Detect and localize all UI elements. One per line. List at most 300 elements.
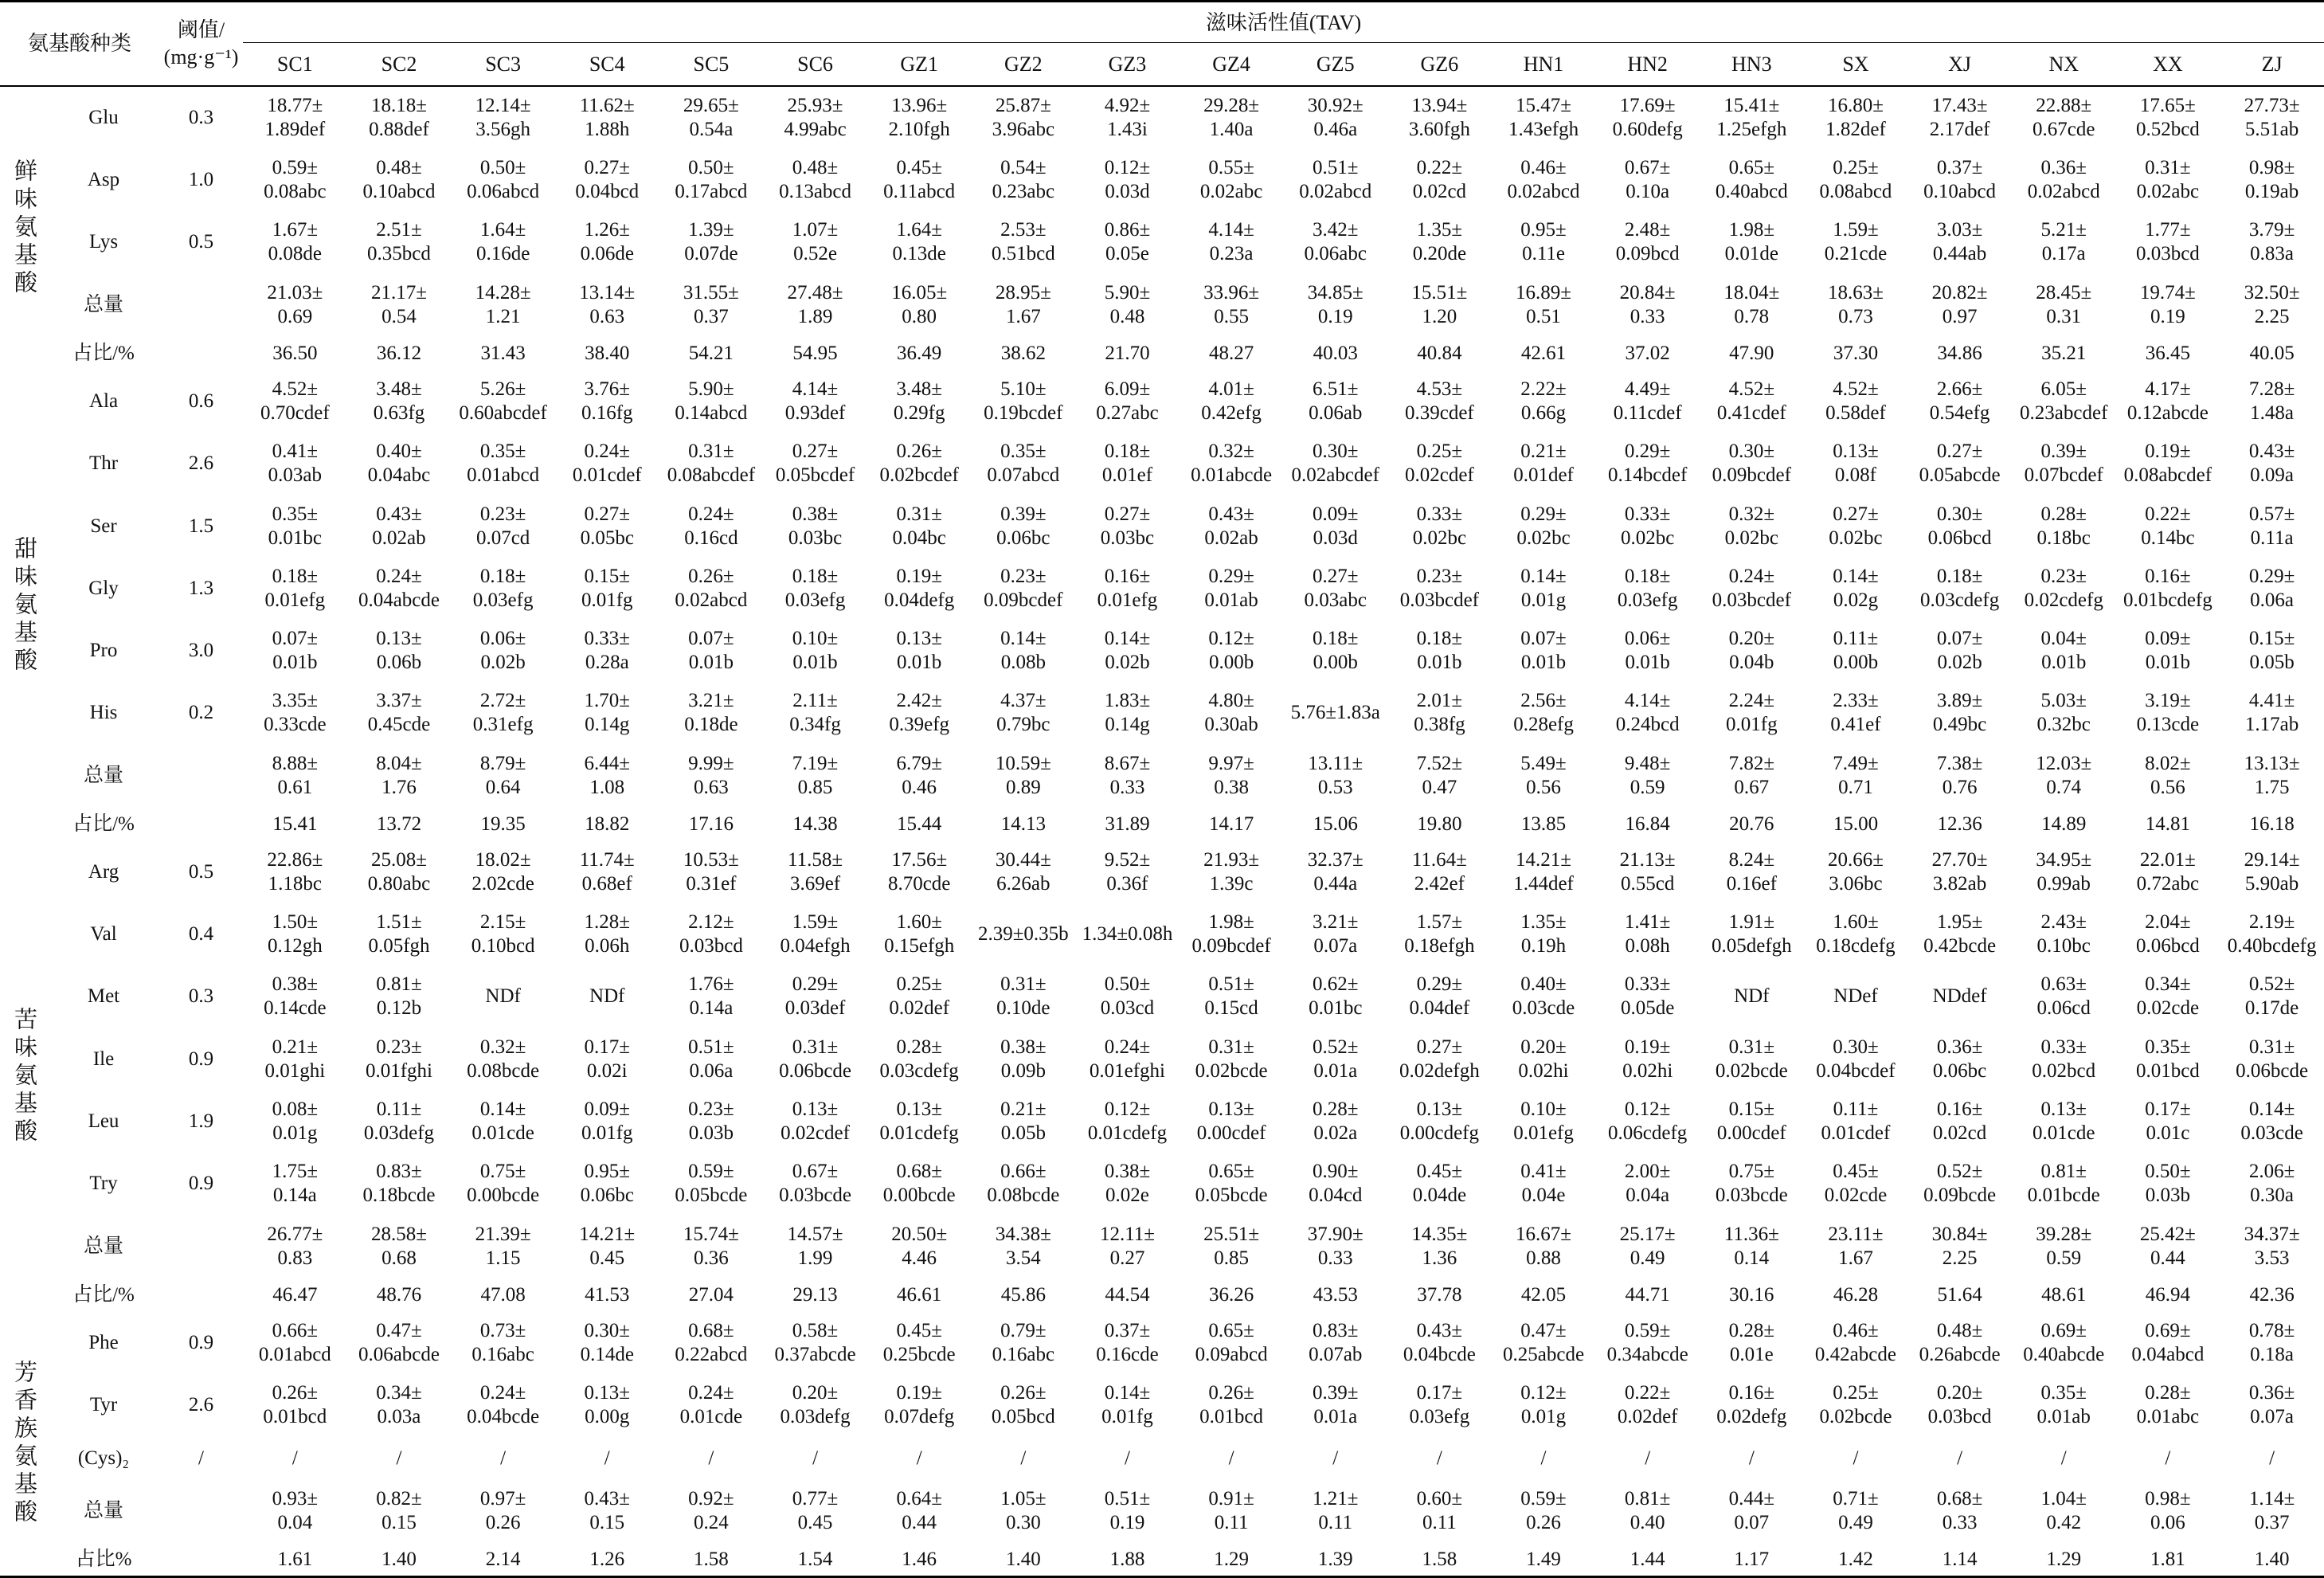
tav-value: 0.31± 0.08abcdef — [667, 441, 756, 487]
tav-value: 0.30± 0.14de — [580, 1319, 634, 1365]
tav-cell — [1283, 370, 1387, 433]
tav-value: 16.05± 0.80 — [891, 281, 948, 327]
tav-cell — [2220, 1215, 2324, 1277]
tav-cell — [659, 965, 764, 1028]
tav-cell — [1283, 1091, 1387, 1153]
tav-cell — [1283, 211, 1387, 273]
tav-cell — [347, 745, 452, 807]
tav-cell — [2012, 274, 2116, 336]
tav-cell — [1595, 558, 1700, 620]
tav-value: / — [708, 1447, 714, 1469]
tav-value: 0.60± 0.11 — [1416, 1488, 1463, 1534]
sample-header: SC2 — [347, 43, 452, 86]
tav-value: 14.21± 1.44def — [1513, 848, 1574, 895]
tav-cell — [1180, 1480, 1284, 1542]
tav-value: 2.53± 0.51bcd — [991, 219, 1055, 265]
tav-value: 0.59± 0.26 — [1520, 1488, 1567, 1534]
tav-value: 0.25± 0.02cdef — [1404, 441, 1474, 487]
tav-cell — [1804, 903, 1908, 965]
tav-cell — [2116, 903, 2220, 965]
tav-value: / — [1540, 1447, 1547, 1469]
threshold-cell: 0.9 — [188, 1047, 214, 1070]
tav-value: 0.17± 0.01c — [2145, 1098, 2191, 1144]
tav-cell — [451, 1028, 555, 1091]
tav-cell — [1700, 682, 1804, 744]
tav-value: 3.37± 0.45cde — [367, 690, 431, 736]
tav-cell — [1804, 1312, 1908, 1374]
tav-value: 0.27± 0.02defgh — [1399, 1036, 1480, 1082]
tav-value: 0.23± 0.07cd — [475, 503, 530, 549]
tav-cell — [972, 1215, 1076, 1277]
tav-value: 1.28± 0.06h — [584, 911, 630, 957]
tav-value: 0.47± 0.06abcde — [358, 1319, 440, 1365]
tav-value: 1.21± 0.11 — [1313, 1488, 1359, 1534]
tav-value: 13.14± 0.63 — [579, 281, 636, 327]
tav-cell — [1492, 1312, 1596, 1374]
tav-cell — [972, 1028, 1076, 1091]
tav-cell — [243, 620, 347, 682]
tav-cell — [347, 1312, 452, 1374]
tav-value: 0.23± 0.02cdefg — [2024, 565, 2103, 611]
tav-value: 21.17± 0.54 — [370, 281, 427, 327]
tav-value: 1.75± 0.14a — [272, 1161, 319, 1207]
tav-value: 0.52± 0.17de — [2244, 973, 2299, 1020]
tav-value: 0.51± 0.19 — [1104, 1488, 1151, 1534]
tav-value: 0.30± 0.04bcdef — [1816, 1036, 1896, 1082]
tav-value: 1.64± 0.16de — [475, 219, 530, 265]
tav-value: NDef — [1833, 985, 1878, 1008]
tav-value: 27.70± 3.82ab — [1931, 848, 1988, 895]
tav-cell — [1180, 841, 1284, 903]
percentage-value: 1.81 — [2150, 1548, 2185, 1570]
threshold-cell: 0.3 — [188, 106, 214, 128]
tav-value: 9.48± 0.59 — [1624, 752, 1671, 798]
tav-value: 0.65± 0.09abcd — [1195, 1319, 1268, 1365]
tav-cell — [1700, 1312, 1804, 1374]
tav-cell — [347, 370, 452, 433]
tav-cell — [867, 1374, 972, 1436]
tav-value: 31.55± 0.37 — [683, 281, 739, 327]
tav-cell — [972, 86, 1076, 150]
tav-value: 32.50± 2.25 — [2244, 281, 2300, 327]
tav-cell — [1492, 1215, 1596, 1277]
tav-cell — [451, 558, 555, 620]
group-label: 鲜味氨基酸 — [11, 159, 37, 299]
tav-value: 0.13± 0.02cdef — [781, 1098, 850, 1144]
tav-cell — [1907, 274, 2012, 336]
tav-value: 1.76± 0.14a — [688, 973, 734, 1020]
tav-value: / — [500, 1447, 507, 1469]
tav-cell — [1700, 1028, 1804, 1091]
tav-value: 0.13± 0.01cde — [2033, 1098, 2095, 1144]
amino-acid-name: Tyr — [89, 1394, 118, 1416]
tav-value: 0.07± 0.01b — [272, 628, 319, 674]
tav-cell — [867, 370, 972, 433]
tav-value: 0.43± 0.02ab — [1204, 503, 1258, 549]
tav-cell — [1492, 211, 1596, 273]
tav-cell — [555, 149, 659, 211]
tav-value: 0.22± 0.02cd — [1412, 157, 1467, 203]
amino-acid-name: Met — [87, 985, 120, 1008]
tav-cell — [1907, 965, 2012, 1028]
tav-value: 6.44± 1.08 — [584, 752, 630, 798]
tav-cell — [1283, 682, 1387, 744]
tav-cell — [347, 149, 452, 211]
sample-header: GZ5 — [1283, 43, 1387, 86]
percentage-value: 1.39 — [1317, 1548, 1353, 1570]
tav-value: 16.80± 1.82def — [1825, 94, 1886, 140]
tav-cell — [2012, 211, 2116, 273]
tav-value: 0.81± 0.01bcde — [2027, 1161, 2100, 1207]
tav-value: 7.38± 0.76 — [1936, 752, 1983, 798]
tav-value: 0.77± 0.45 — [792, 1488, 839, 1534]
tav-cell — [1907, 1028, 2012, 1091]
tav-cell — [1907, 1312, 2012, 1374]
sample-header: GZ3 — [1075, 43, 1180, 86]
tav-value: 0.43± 0.04bcde — [1403, 1319, 1476, 1365]
tav-value: 0.12± 0.03d — [1104, 157, 1151, 203]
tav-cell — [1595, 1028, 1700, 1091]
tav-value: 5.10± 0.19bcdef — [984, 378, 1063, 425]
tav-cell — [2012, 1312, 2116, 1374]
tav-value: 16.67± 0.88 — [1516, 1223, 1572, 1269]
tav-cell — [2116, 1312, 2220, 1374]
tav-value: 21.03± 0.69 — [267, 281, 323, 327]
tav-value: 1.51± 0.05fgh — [368, 911, 430, 957]
tav-value: 12.03± 0.74 — [2036, 752, 2092, 798]
tav-value: 0.23± 0.03bcdef — [1399, 565, 1480, 611]
tav-value: 0.18± 0.01ef — [1101, 441, 1153, 487]
tav-value: 0.98± 0.19ab — [2244, 157, 2299, 203]
tav-cell — [763, 1374, 867, 1436]
tav-cell — [659, 274, 764, 336]
tav-value: 0.38± 0.14cde — [264, 973, 327, 1020]
tav-cell — [972, 903, 1076, 965]
tav-cell — [1595, 1091, 1700, 1153]
tav-cell — [1180, 1153, 1284, 1215]
tav-value: 0.14± 0.01g — [1520, 565, 1567, 611]
tav-value: 0.38± 0.02e — [1104, 1161, 1151, 1207]
tav-value: 0.33± 0.02bcd — [2032, 1036, 2096, 1082]
tav-value: 5.26± 0.60abcdef — [459, 378, 547, 425]
tav-cell — [2220, 211, 2324, 273]
tav-value: 0.14± 0.02g — [1833, 565, 1879, 611]
tav-cell — [1283, 433, 1387, 495]
tav-cell — [1492, 558, 1596, 620]
tav-cell — [451, 1436, 555, 1480]
tav-cell — [659, 1374, 764, 1436]
tav-value: 3.76± 0.16fg — [581, 378, 633, 425]
tav-cell — [1700, 370, 1804, 433]
tav-value: 0.24± 0.04bcde — [467, 1382, 540, 1428]
tav-value: 0.07± 0.01b — [1520, 628, 1567, 674]
tav-value: 0.95± 0.06bc — [580, 1161, 634, 1207]
percentage-value: 42.36 — [2249, 1283, 2295, 1306]
tav-value: 0.57± 0.11a — [2248, 503, 2295, 549]
tav-cell — [2116, 149, 2220, 211]
tav-value: 25.93± 4.99abc — [784, 94, 847, 140]
tav-value: 8.24± 0.16ef — [1726, 848, 1777, 895]
percentage-value: 44.71 — [1625, 1283, 1670, 1306]
tav-value: 0.21± 0.01def — [1513, 441, 1574, 487]
tav-value: 0.24± 0.01cdef — [572, 441, 642, 487]
percentage-value: 31.89 — [1105, 812, 1150, 835]
tav-value: 11.62± 1.88h — [579, 94, 635, 140]
threshold-cell — [159, 1215, 243, 1277]
tav-value: 37.90± 0.33 — [1307, 1223, 1363, 1269]
tav-cell — [2220, 495, 2324, 557]
percentage-value: 18.82 — [585, 812, 630, 835]
tav-value: 22.86± 1.18bc — [267, 848, 323, 895]
tav-cell — [451, 1215, 555, 1277]
tav-cell — [1907, 903, 2012, 965]
tav-value: 1.59± 0.21cde — [1824, 219, 1888, 265]
tav-value: / — [1957, 1447, 1963, 1469]
tav-value: 21.13± 0.55cd — [1619, 848, 1676, 895]
tav-cell — [972, 274, 1076, 336]
tav-cell — [2012, 903, 2116, 965]
tav-cell — [1700, 1436, 1804, 1480]
tav-cell — [347, 903, 452, 965]
tav-cell — [1804, 745, 1908, 807]
percentage-value: 13.72 — [376, 812, 422, 835]
tav-value: / — [396, 1447, 402, 1469]
tav-value: 7.49± 0.71 — [1833, 752, 1879, 798]
tav-value: 14.21± 0.45 — [579, 1223, 636, 1269]
tav-value: 0.47± 0.25abcde — [1503, 1319, 1585, 1365]
amino-acid-name: 总量 — [84, 1500, 124, 1522]
tav-value: 0.07± 0.01b — [688, 628, 734, 674]
tav-value: 0.29± 0.14bcdef — [1608, 441, 1688, 487]
tav-value: 2.39±0.35b — [977, 923, 1069, 946]
table-row — [0, 965, 2324, 1028]
tav-cell — [1075, 495, 1180, 557]
tav-cell — [1700, 149, 1804, 211]
tav-value: 2.33± 0.41ef — [1830, 690, 1881, 736]
tav-value: 0.23± 0.09bcdef — [984, 565, 1063, 611]
percentage-value: 38.40 — [585, 342, 630, 364]
percentage-label: 占比/% — [72, 1283, 135, 1306]
tav-cell — [243, 495, 347, 557]
tav-value: 1.57± 0.18efgh — [1404, 911, 1475, 957]
tav-cell — [972, 1436, 1076, 1480]
tav-value: 0.12± 0.01cdefg — [1087, 1098, 1168, 1144]
tav-cell — [2220, 1153, 2324, 1215]
tav-value: 4.17± 0.12abcde — [2126, 378, 2209, 425]
tav-value: 0.36± 0.06bc — [1932, 1036, 1987, 1082]
tav-value: 20.66± 3.06bc — [1827, 848, 1884, 895]
tav-value: 0.18± 0.03cdefg — [1919, 565, 2000, 611]
tav-value: / — [2269, 1447, 2275, 1469]
tav-cell — [659, 1480, 764, 1542]
table-row — [0, 903, 2324, 965]
tav-cell — [347, 495, 452, 557]
tav-cell — [1180, 558, 1284, 620]
tav-value: / — [1020, 1447, 1027, 1469]
tav-cell — [1387, 903, 1492, 965]
tav-cell — [867, 1091, 972, 1153]
tav-value: / — [1228, 1447, 1234, 1469]
tav-cell — [1595, 149, 1700, 211]
percentage-value: 15.06 — [1313, 812, 1358, 835]
tav-value: 28.58± 0.68 — [370, 1223, 427, 1269]
amino-acid-name: 总量 — [84, 764, 124, 786]
percentage-value: 1.42 — [1838, 1548, 1873, 1570]
tav-cell — [1180, 1215, 1284, 1277]
tav-value: 0.45± 0.02cde — [1824, 1161, 1888, 1207]
tav-value: 0.19± 0.04defg — [884, 565, 955, 611]
tav-value: 0.13± 0.08f — [1833, 441, 1879, 487]
percentage-row — [0, 807, 2324, 841]
amino-acid-name: Pro — [89, 640, 118, 662]
tav-value: 5.76±1.83a — [1290, 702, 1380, 724]
tav-value: 0.43± 0.09a — [2248, 441, 2295, 487]
tav-value: 3.21± 0.18de — [684, 690, 738, 736]
percentage-value: 1.26 — [589, 1548, 625, 1570]
tav-cell — [2116, 211, 2220, 273]
tav-value: 4.52± 0.41cdef — [1716, 378, 1786, 425]
tav-cell — [1075, 745, 1180, 807]
tav-cell — [451, 1312, 555, 1374]
tav-cell — [2012, 558, 2116, 620]
table-row — [0, 433, 2324, 495]
table-row — [0, 1480, 2324, 1542]
tav-value: 4.01± 0.42efg — [1201, 378, 1262, 425]
tav-value: 1.59± 0.04efgh — [780, 911, 851, 957]
tav-cell — [1492, 1480, 1596, 1542]
tav-cell — [659, 745, 764, 807]
tav-value: 0.75± 0.00bcde — [467, 1161, 540, 1207]
tav-cell — [2012, 1091, 2116, 1153]
amino-acid-type-header: 氨基酸种类 — [0, 2, 159, 86]
tav-cell — [1492, 433, 1596, 495]
tav-value: 0.90± 0.04cd — [1309, 1161, 1363, 1207]
tav-cell — [347, 682, 452, 744]
tav-cell — [1595, 1374, 1700, 1436]
tav-value: 3.48± 0.63fg — [373, 378, 425, 425]
tav-cell — [1492, 274, 1596, 336]
tav-cell — [555, 495, 659, 557]
percentage-value: 35.21 — [2041, 342, 2087, 364]
tav-cell — [1075, 965, 1180, 1028]
tav-value: 0.06± 0.02b — [479, 628, 526, 674]
tav-value: NDdef — [1932, 985, 1987, 1008]
tav-cell — [972, 149, 1076, 211]
tav-cell — [1387, 274, 1492, 336]
tav-cell — [243, 1153, 347, 1215]
tav-cell — [972, 682, 1076, 744]
tav-value: 2.72± 0.31efg — [472, 690, 534, 736]
tav-value: 34.95± 0.99ab — [2036, 848, 2092, 895]
tav-value: 4.52± 0.70cdef — [260, 378, 330, 425]
tav-cell — [451, 211, 555, 273]
tav-value: 15.41± 1.25efgh — [1716, 94, 1787, 140]
tav-value: 0.83± 0.18bcde — [362, 1161, 436, 1207]
tav-value: 1.95± 0.42bcde — [1923, 911, 1997, 957]
tav-value: / — [1436, 1447, 1442, 1469]
tav-value: 0.26± 0.01bcd — [263, 1382, 327, 1428]
percentage-value: 16.84 — [1625, 812, 1670, 835]
threshold-cell — [159, 1542, 243, 1576]
percentage-value: 48.76 — [376, 1283, 422, 1306]
tav-value: 0.17± 0.02i — [584, 1036, 630, 1082]
percentage-value: 36.26 — [1208, 1283, 1254, 1306]
tav-cell — [243, 1091, 347, 1153]
amino-acid-name: Phe — [88, 1331, 119, 1353]
percentage-value: 43.53 — [1313, 1283, 1358, 1306]
tav-value: 0.26± 0.02abcd — [675, 565, 748, 611]
tav-value: 6.51± 0.06ab — [1309, 378, 1363, 425]
tav-cell — [2012, 745, 2116, 807]
tav-cell — [763, 495, 867, 557]
tav-value: 2.51± 0.35bcd — [367, 219, 431, 265]
tav-value: 0.39± 0.01a — [1313, 1382, 1359, 1428]
tav-cell — [1700, 903, 1804, 965]
tav-value: 15.47± 1.43efgh — [1508, 94, 1579, 140]
tav-value: 0.59± 0.08abc — [264, 157, 327, 203]
tav-cell — [1804, 1436, 1908, 1480]
tav-cell — [243, 745, 347, 807]
threshold-cell — [159, 336, 243, 370]
sample-header: SC5 — [659, 43, 764, 86]
tav-value: 0.13± 0.06b — [376, 628, 422, 674]
tav-value: / — [916, 1447, 922, 1469]
tav-cell — [2116, 1153, 2220, 1215]
tav-value: 0.75± 0.03bcde — [1715, 1161, 1788, 1207]
tav-value: 0.28± 0.01abc — [2136, 1382, 2200, 1428]
percentage-value: 14.38 — [792, 812, 838, 835]
tav-cell — [1907, 1215, 2012, 1277]
tav-cell — [243, 558, 347, 620]
table-row — [0, 149, 2324, 211]
tav-value: 0.27± 0.03bc — [1100, 503, 1155, 549]
tav-cell — [555, 1312, 659, 1374]
tav-value: 4.14± 0.24bcd — [1615, 690, 1680, 736]
table-row — [0, 745, 2324, 807]
tav-value: 0.14± 0.03cde — [2240, 1098, 2303, 1144]
tav-value: 19.74± 0.19 — [2139, 281, 2196, 327]
tav-value: 1.35± 0.19h — [1520, 911, 1567, 957]
tav-value: 3.42± 0.06abc — [1304, 219, 1367, 265]
tav-cell — [972, 558, 1076, 620]
tav-cell — [2220, 558, 2324, 620]
percentage-row — [0, 1278, 2324, 1312]
tav-cell — [1595, 433, 1700, 495]
threshold-cell: 1.9 — [188, 1110, 214, 1132]
tav-value: 0.29± 0.01ab — [1204, 565, 1258, 611]
percentage-value: 51.64 — [1937, 1283, 1982, 1306]
percentage-value: 1.88 — [1109, 1548, 1145, 1570]
tav-value: 0.11± 0.01cdef — [1821, 1098, 1891, 1144]
tav-cell — [2116, 682, 2220, 744]
tav-cell — [1700, 1091, 1804, 1153]
percentage-value: 44.54 — [1105, 1283, 1150, 1306]
tav-value: 1.14± 0.37 — [2248, 1488, 2295, 1534]
percentage-value: 37.30 — [1833, 342, 1879, 364]
tav-cell — [555, 211, 659, 273]
tav-cell — [555, 1436, 659, 1480]
tav-cell — [2012, 1436, 2116, 1480]
percentage-value: 2.14 — [485, 1548, 521, 1570]
tav-value: 0.29± 0.06a — [2248, 565, 2295, 611]
tav-cell — [243, 682, 347, 744]
table-row — [0, 558, 2324, 620]
tav-cell — [1387, 370, 1492, 433]
tav-cell — [555, 274, 659, 336]
tav-cell — [1387, 211, 1492, 273]
percentage-value: 47.90 — [1729, 342, 1774, 364]
tav-value: 0.19± 0.02hi — [1622, 1036, 1673, 1082]
